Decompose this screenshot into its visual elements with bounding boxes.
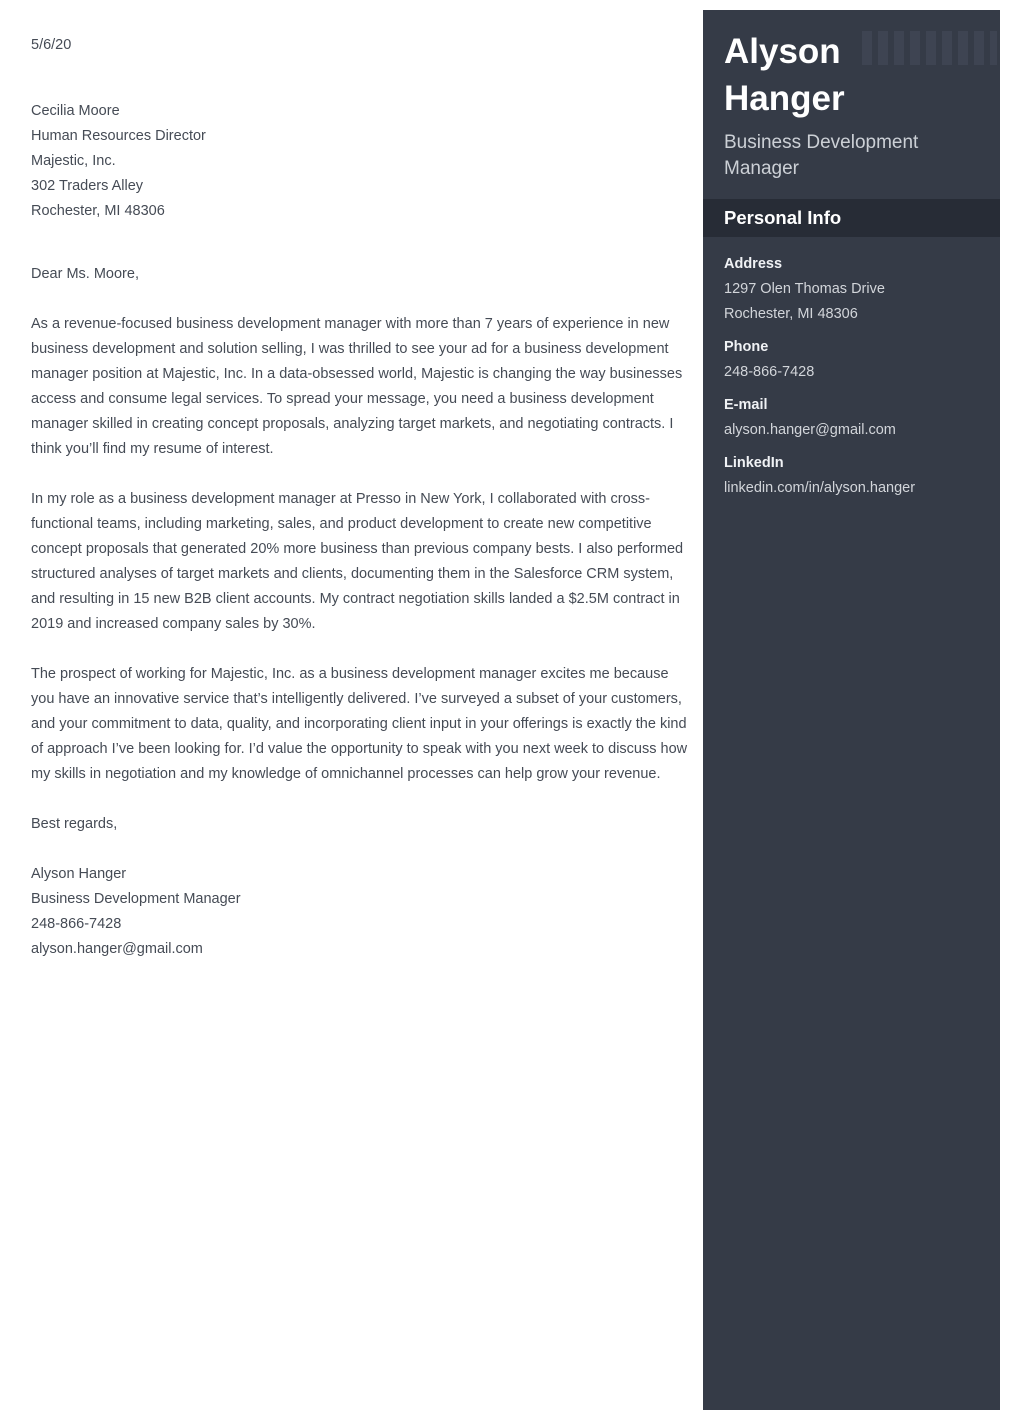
detail-phone [724,335,979,385]
linkedin-label: LinkedIn [724,455,784,471]
email-value: alyson.hanger@gmail.com [724,422,896,438]
applicant-job-title: Business Development Manager [724,132,919,179]
personal-info-list [724,252,979,501]
closing: Best regards, [31,816,118,832]
email-label: E-mail [724,397,768,413]
detail-linkedin [724,451,979,501]
recipient-name: Cecilia Moore [31,103,120,119]
salutation: Dear Ms. Moore, [31,266,139,282]
applicant-name: Alyson Hanger [724,32,845,118]
paragraph-3: The prospect of working for Majestic, Inc. as a business development manager excites me because you have an innovative service that’s intelligently delivered. I’ve surveyed a subset of your customers, and your commitment to data, quality, and incorporating client input in your offerings is exactly the kind of approach I’ve been looking for. I’d value the opportunity to speak with you next week to discuss how my skills in negotiation and my knowledge of omnichannel processes can help grow your revenue. [31,666,688,782]
address-line-2: Rochester, MI 48306 [724,306,858,322]
recipient-title: Human Resources Director [31,128,206,144]
linkedin-value: linkedin.com/in/alyson.hanger [724,480,916,496]
paragraph-1: As a revenue-focused business development manager with more than 7 years of experience in new business development and solution selling, I was thrilled to see your ad for a business development manager position at Majestic, Inc. In a data-obsessed world, Majestic is changing the way businesses access and consume legal services. To spread your message, you need a business development manager skilled in creating concept proposals, analyzing target markets, and negotiating contracts. I think you’ll find my resume of interest. [31,316,683,457]
recipient-block [31,99,691,224]
paragraph-2: In my role as a business development manager at Presso in New York, I collaborated with cross-functional teams, including marketing, sales, and product development to create new competitive concept proposals that generated 20% more business than previous company bests. I also performed structured analyses of target markets and clients, documenting them in the Salesforce CRM system, and resulting in 15 new B2B client accounts. My contract negotiation skills landed a $2.5M contract in 2019 and increased company sales by 30%. [31,491,684,632]
signature-title: Business Development Manager [31,891,241,907]
signature-name: Alyson Hanger [31,866,127,882]
phone-value: 248-866-7428 [724,364,815,380]
sidebar [703,10,1000,1410]
letter-date: 5/6/20 [31,37,72,53]
recipient-company: Majestic, Inc. [31,153,116,169]
personal-info-header: Personal Info [703,199,1000,237]
detail-address [724,252,979,327]
address-label: Address [724,256,783,272]
letter-body [31,0,691,962]
signature-phone: 248-866-7428 [31,916,122,932]
detail-email [724,393,979,443]
signature-block [31,862,691,962]
recipient-street: 302 Traders Alley [31,178,144,194]
address-line-1: 1297 Olen Thomas Drive [724,281,885,297]
phone-label: Phone [724,339,769,355]
signature-email: alyson.hanger@gmail.com [31,941,203,957]
recipient-city: Rochester, MI 48306 [31,203,165,219]
